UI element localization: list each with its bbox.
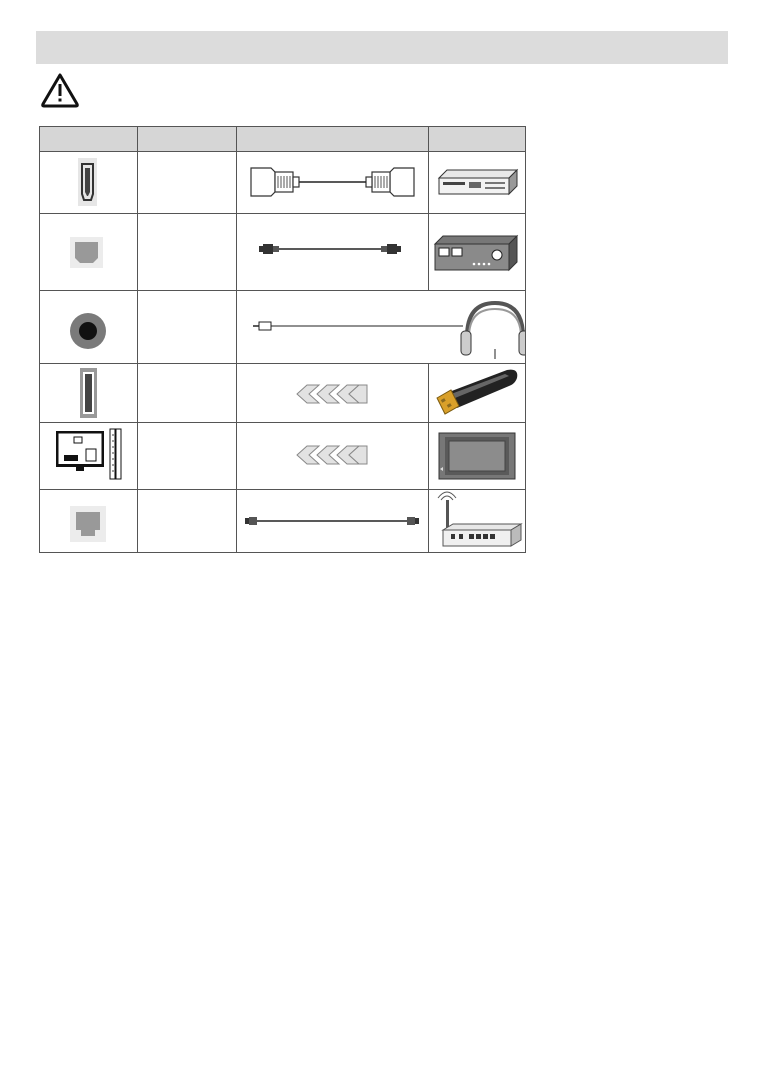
router-icon <box>429 490 525 552</box>
device-cell <box>429 152 525 213</box>
table-row <box>40 291 137 363</box>
table-row <box>40 152 137 213</box>
table-row <box>40 364 137 422</box>
table-row <box>40 214 137 290</box>
headphones-icon <box>455 291 525 363</box>
usb-port-icon <box>40 364 137 422</box>
warning-triangle-icon <box>40 72 80 108</box>
insert-arrows-icon <box>237 364 428 422</box>
insert-arrows-cell <box>237 423 428 489</box>
headphone-jack-icon <box>40 291 137 363</box>
hdmi-cable-cell <box>237 152 428 213</box>
ethernet-cable-icon <box>237 490 428 552</box>
insert-arrows-cell <box>237 364 428 422</box>
device-cell <box>429 214 525 290</box>
device-cell <box>429 423 525 489</box>
optical-cable-cell <box>237 214 428 290</box>
connections-table <box>39 126 526 553</box>
headphone-cable-cell <box>237 291 525 363</box>
table-header-row <box>40 127 525 152</box>
usb-stick-icon <box>429 364 525 422</box>
optical-cable-icon <box>237 214 428 290</box>
ethernet-cable-cell <box>237 490 428 552</box>
dvd-player-icon <box>429 152 525 213</box>
cam-module-icon <box>429 423 525 489</box>
optical-port-icon <box>40 214 137 290</box>
hdmi-port-icon <box>40 152 137 213</box>
insert-arrows-icon <box>237 423 428 489</box>
ethernet-port-icon <box>40 490 137 552</box>
table-row <box>40 490 137 552</box>
audio-amplifier-icon <box>429 214 525 290</box>
hdmi-cable-icon <box>237 152 428 213</box>
ci-slot-icon <box>40 423 137 489</box>
table-row <box>40 423 137 489</box>
section-header-bar <box>36 31 728 64</box>
device-cell <box>429 490 525 552</box>
device-cell <box>429 364 525 422</box>
